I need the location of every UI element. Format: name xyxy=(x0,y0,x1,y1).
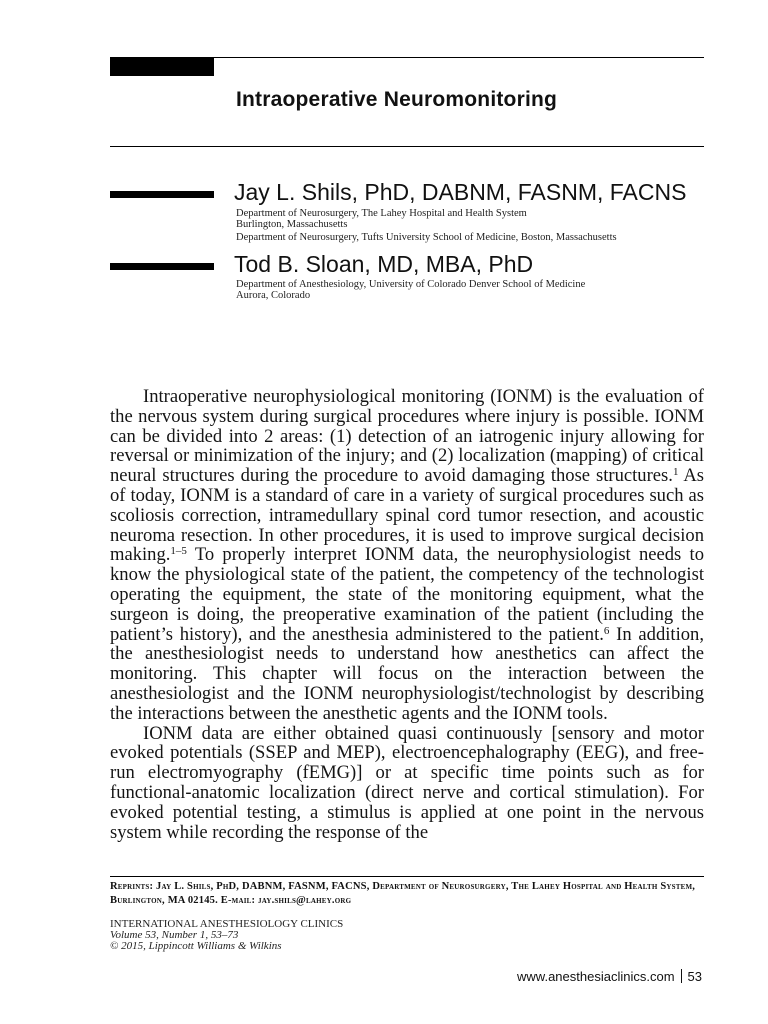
page-title: Intraoperative Neuromonitoring xyxy=(236,88,558,111)
journal-name: INTERNATIONAL ANESTHESIOLOGY CLINICS xyxy=(110,918,344,930)
journal-copyright: © 2015, Lippincott Williams & Wilkins xyxy=(110,940,282,952)
journal-volume: Volume 53, Number 1, 53–73 xyxy=(110,929,239,941)
reprints-footnote: Reprints: Jay L. Shils, PhD, DABNM, FASNM, FACNS, Department of Neurosurgery, The Lahey Hospital and Health System, Burlington, MA 02145. E-mail: jay.shils@lahey.org xyxy=(110,881,696,906)
footnote-rule xyxy=(110,876,704,877)
body-p1-part-a: Intraoperative neurophysiological monitoring (IONM) is the evaluation of the nervous system during surgical procedures where injury is possible. IONM can be divided into 2 areas: (1) detection of an iatrogenic injury allowing for reversal or minimization of the injury; and (2) localization (mapping) of critical neural structures during the procedure to avoid damaging those structures. xyxy=(110,386,704,487)
author-2-affiliation-1: Department of Anesthesiology, University of Colorado Denver School of Medicine xyxy=(236,279,586,290)
reference-6: 6 xyxy=(603,624,610,637)
header-black-block xyxy=(110,57,214,76)
author-1-affiliation-2: Burlington, Massachusetts xyxy=(236,219,348,230)
author-1-bar xyxy=(110,191,214,198)
body-p1-part-c: To properly interpret IONM data, the neurophysiologist needs to know the physiological state of the patient, the competency of the technologist operating the equipment, the state of the monitoring equipment, what the surgeon is doing, the preoperative examination of the patient (including the patient’s history), and the anesthesia administered to the patient. xyxy=(110,544,704,645)
body-p1-part-b: As of today, IONM is a standard of care in a variety of surgical procedures such as scoliosis correction, intramedullary spinal cord tumor resection, and acoustic neuroma resection. In other procedures, it is used to improve surgical decision making. xyxy=(110,465,704,566)
reference-1-5: 1–5 xyxy=(170,545,187,558)
body-p1-part-d: In addition, the anesthesiologist needs to understand how anesthetics can affect the monitoring. This chapter will focus on the interaction between the anesthesiologist and the IONM neurophysiologist/technologist by describing the interactions between the anesthetic agents and the IONM tools. xyxy=(110,623,704,724)
footer-separator xyxy=(681,969,682,983)
journal-info xyxy=(110,919,343,952)
body-paragraph-1 xyxy=(110,387,704,724)
page-footer xyxy=(517,969,702,984)
journal-url-link[interactable]: www.anesthesiaclinics.com xyxy=(517,969,675,984)
reference-1: 1 xyxy=(672,466,679,479)
author-1-name: Jay L. Shils, PhD, DABNM, FASNM, FACNS xyxy=(234,179,687,205)
title-bottom-rule xyxy=(110,146,704,147)
page-number: 53 xyxy=(687,969,702,984)
author-2-name: Tod B. Sloan, MD, MBA, PhD xyxy=(234,251,534,277)
author-2-bar xyxy=(110,263,214,270)
author-1-affiliation-3: Department of Neurosurgery, Tufts University School of Medicine, Boston, Massachusetts xyxy=(236,232,617,243)
body-paragraph-2: IONM data are either obtained quasi continuously [sensory and motor evoked potentials (SSEP and MEP), electroencephalography (EEG), and free-run electromyography (fEMG)] or at specific time points such as for functional-anatomic localization (direct nerve and cortical stimulation). For evoked potential testing, a stimulus is applied at one point in the nervous system while recording the response of the xyxy=(110,722,704,843)
body-text xyxy=(110,387,704,842)
author-2-affiliation-2: Aurora, Colorado xyxy=(236,290,311,301)
author-1-affiliation-1: Department of Neurosurgery, The Lahey Hospital and Health System xyxy=(236,208,527,219)
